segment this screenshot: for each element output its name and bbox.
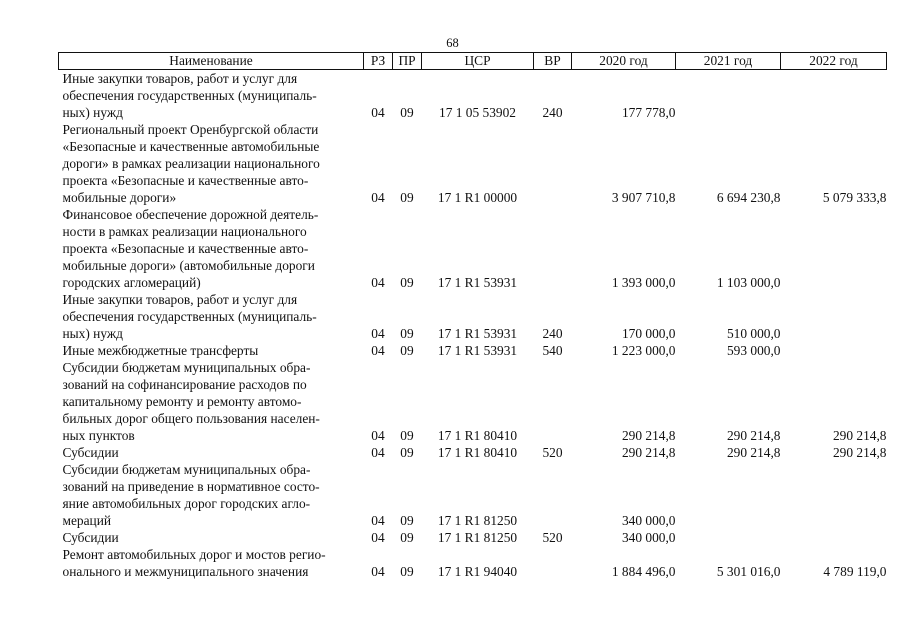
- row-vr: [534, 546, 572, 580]
- row-name-line: ности в рамках реализации национального: [62, 224, 307, 239]
- header-2020: 2020 год: [572, 53, 676, 70]
- header-rz: РЗ: [364, 53, 393, 70]
- row-vr: [534, 206, 572, 291]
- row-2021: 5 301 016,0: [716, 564, 781, 579]
- row-rz: 04: [371, 326, 385, 341]
- page-number: 68: [446, 36, 459, 50]
- header-vr: ВР: [534, 53, 572, 70]
- row-name: [59, 461, 364, 529]
- row-vr: 240: [542, 326, 563, 341]
- row-2020: 290 214,8: [621, 428, 676, 443]
- row-csr: 17 1 R1 80410: [437, 428, 518, 443]
- row-name: [59, 444, 364, 461]
- row-name-line: ных пунктов: [62, 428, 135, 443]
- row-2020: 290 214,8: [621, 445, 676, 460]
- row-name-line: Иные межбюджетные трансферты: [62, 343, 259, 358]
- row-2022: 290 214,8: [832, 428, 887, 443]
- row-vr: [534, 359, 572, 444]
- row-2020: 340 000,0: [621, 513, 676, 528]
- header-csr: ЦСР: [422, 53, 534, 70]
- row-pr: 09: [400, 513, 414, 528]
- table-row: [59, 444, 887, 461]
- budget-table: [58, 52, 887, 580]
- row-pr: 09: [400, 428, 414, 443]
- row-name-line: Субсидии: [62, 530, 119, 545]
- table-body: [59, 70, 887, 581]
- row-name-line: Субсидии: [62, 445, 119, 460]
- row-pr: 09: [400, 326, 414, 341]
- row-rz: 04: [371, 343, 385, 358]
- table-row: [59, 359, 887, 444]
- row-vr: [534, 121, 572, 206]
- row-rz: 04: [371, 105, 385, 120]
- row-name-line: дороги» в рамках реализации национального: [62, 156, 320, 171]
- row-2020: 170 000,0: [621, 326, 676, 341]
- row-2022: 5 079 333,8: [822, 190, 887, 205]
- row-name-line: мераций: [62, 513, 112, 528]
- row-2021: [676, 529, 781, 546]
- row-name: [59, 70, 364, 122]
- row-csr: 17 1 R1 53931: [437, 275, 518, 290]
- row-vr: 240: [542, 105, 563, 120]
- row-name-line: Субсидии бюджетам муниципальных обра-: [62, 462, 311, 477]
- row-name-line: проекта «Безопасные и качественные авто-: [62, 173, 309, 188]
- row-2021: [676, 461, 781, 529]
- row-2020: 3 907 710,8: [611, 190, 676, 205]
- row-name: [59, 121, 364, 206]
- row-name-line: мобильные дороги» (автомобильные дороги: [62, 258, 315, 273]
- row-2021: [676, 70, 781, 122]
- row-2020: 340 000,0: [621, 530, 676, 545]
- row-2021: 290 214,8: [726, 428, 781, 443]
- row-name-line: ных) нужд: [62, 326, 123, 341]
- row-name: [59, 206, 364, 291]
- row-name-line: зований на софинансирование расходов по: [62, 377, 307, 392]
- row-csr: 17 1 R1 80410: [437, 445, 518, 460]
- header-pr: ПР: [393, 53, 422, 70]
- row-2022: [781, 291, 887, 342]
- row-csr: 17 1 R1 94040: [437, 564, 518, 579]
- row-2021: 290 214,8: [726, 445, 781, 460]
- row-2022: [781, 70, 887, 122]
- row-name-line: Ремонт автомобильных дорог и мостов регио-: [62, 547, 326, 562]
- row-vr: 540: [542, 343, 563, 358]
- table-row: [59, 121, 887, 206]
- header-2021: 2021 год: [676, 53, 781, 70]
- row-csr: 17 1 R1 53931: [437, 326, 518, 341]
- row-vr: [534, 461, 572, 529]
- row-2022: [781, 206, 887, 291]
- table-row: [59, 529, 887, 546]
- row-name-line: городских агломераций): [62, 275, 201, 290]
- row-2022: [781, 529, 887, 546]
- row-rz: 04: [371, 190, 385, 205]
- row-rz: 04: [371, 445, 385, 460]
- row-pr: 09: [400, 105, 414, 120]
- table-row: [59, 291, 887, 342]
- table-row: [59, 206, 887, 291]
- row-name-line: зований на приведение в нормативное состо-: [62, 479, 320, 494]
- row-name-line: Иные закупки товаров, работ и услуг для: [62, 292, 298, 307]
- row-pr: 09: [400, 275, 414, 290]
- row-name-line: «Безопасные и качественные автомобильные: [62, 139, 320, 154]
- row-name: [59, 291, 364, 342]
- row-2021: 593 000,0: [726, 343, 781, 358]
- row-rz: 04: [371, 564, 385, 579]
- row-rz: 04: [371, 428, 385, 443]
- row-name-line: обеспечения государственных (муниципаль-: [62, 88, 317, 103]
- row-csr: 17 1 05 53902: [439, 105, 516, 120]
- table-row: [59, 342, 887, 359]
- row-2020: 1 223 000,0: [611, 343, 676, 358]
- table-header-row: [59, 53, 887, 70]
- table-row: [59, 546, 887, 580]
- row-2021: 510 000,0: [726, 326, 781, 341]
- row-pr: 09: [400, 564, 414, 579]
- row-name-line: бильных дорог общего пользования населен-: [62, 411, 320, 426]
- row-pr: 09: [400, 343, 414, 358]
- header-name: Наименование: [59, 53, 364, 70]
- row-name: [59, 546, 364, 580]
- row-2021: 6 694 230,8: [716, 190, 781, 205]
- row-name-line: Региональный проект Оренбургской области: [62, 122, 319, 137]
- row-name-line: Финансовое обеспечение дорожной деятель-: [62, 207, 319, 222]
- header-2022: 2022 год: [781, 53, 887, 70]
- row-csr: 17 1 R1 81250: [437, 513, 518, 528]
- row-2020: 1 884 496,0: [611, 564, 676, 579]
- row-name-line: ных) нужд: [62, 105, 123, 120]
- row-2022: [781, 461, 887, 529]
- row-pr: 09: [400, 190, 414, 205]
- row-name-line: Субсидии бюджетам муниципальных обра-: [62, 360, 311, 375]
- row-name-line: обеспечения государственных (муниципаль-: [62, 309, 317, 324]
- row-2020: 1 393 000,0: [611, 275, 676, 290]
- row-pr: 09: [400, 445, 414, 460]
- row-name-line: проекта «Безопасные и качественные авто-: [62, 241, 309, 256]
- row-pr: 09: [400, 530, 414, 545]
- row-name-line: яние автомобильных дорог городских агло-: [62, 496, 311, 511]
- row-2022: 4 789 119,0: [823, 564, 887, 579]
- row-name-line: онального и межмуниципального значения: [62, 564, 309, 579]
- row-2020: 177 778,0: [621, 105, 676, 120]
- row-name: [59, 529, 364, 546]
- row-vr: 520: [542, 445, 563, 460]
- row-csr: 17 1 R1 81250: [437, 530, 518, 545]
- row-name-line: мобильные дороги»: [62, 190, 177, 205]
- row-rz: 04: [371, 275, 385, 290]
- row-2022: [781, 342, 887, 359]
- row-name-line: капитальному ремонту и ремонту автомо-: [62, 394, 302, 409]
- row-name: [59, 342, 364, 359]
- row-2022: 290 214,8: [832, 445, 887, 460]
- row-2021: 1 103 000,0: [716, 275, 781, 290]
- row-vr: 520: [542, 530, 563, 545]
- table-row: [59, 461, 887, 529]
- row-csr: 17 1 R1 00000: [437, 190, 518, 205]
- row-name-line: Иные закупки товаров, работ и услуг для: [62, 71, 298, 86]
- row-rz: 04: [371, 530, 385, 545]
- row-name: [59, 359, 364, 444]
- row-csr: 17 1 R1 53931: [437, 343, 518, 358]
- table-row: [59, 70, 887, 122]
- row-rz: 04: [371, 513, 385, 528]
